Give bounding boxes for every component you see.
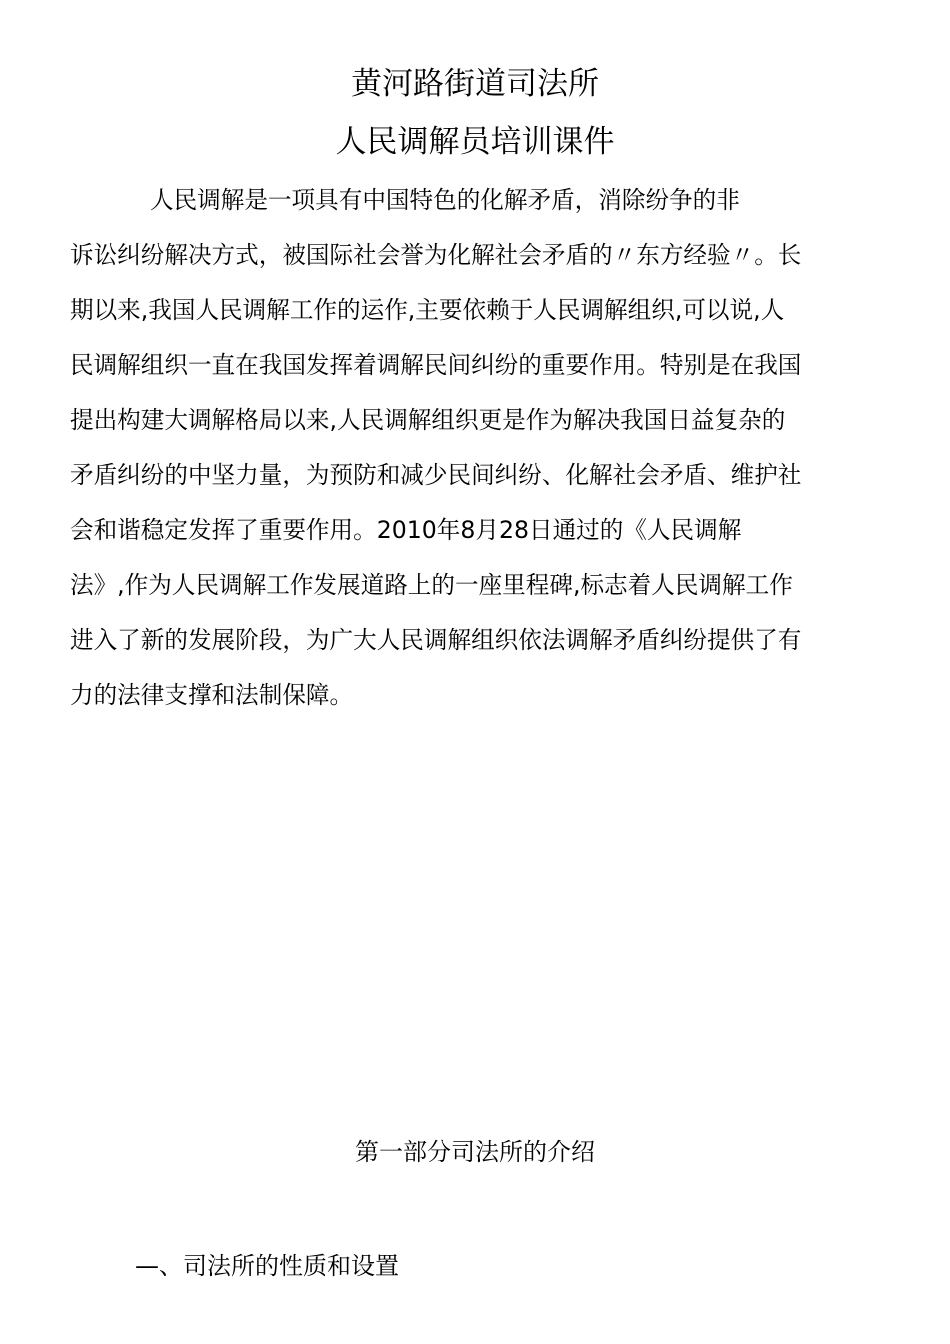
paragraph-line: 人民调解是一项具有中国特色的化解矛盾，消除纷争的非	[150, 186, 740, 214]
paragraph-line: 期以来,我国人民调解工作的运作,主要依赖于人民调解组织,可以说,人	[70, 296, 785, 324]
paragraph-line: 会和谐稳定发挥了重要作用。2010年8月28日通过的《人民调解	[70, 516, 742, 544]
intro-paragraph	[70, 180, 880, 730]
document-title: 黄河路街道司法所	[351, 66, 599, 102]
paragraph-line: 力的法律支撑和法制保障。	[70, 681, 354, 709]
paragraph-line: 民调解组织一直在我国发挥着调解民间纠纷的重要作用。特别是在我国	[70, 351, 802, 379]
subsection-heading: —、司法所的性质和设置	[135, 1252, 399, 1280]
paragraph-line: 法》,作为人民调解工作发展道路上的一座里程碑,标志着人民调解工作	[70, 571, 793, 599]
paragraph-line: 诉讼纠纷解决方式，被国际社会誉为化解社会矛盾的〃东方经验〃。长	[70, 241, 802, 269]
section-heading: 第一部分司法所的介绍	[355, 1138, 595, 1166]
paragraph-line: 提出构建大调解格局以来,人民调解组织更是作为解决我国日益复杂的	[70, 406, 786, 434]
paragraph-line: 矛盾纠纷的中坚力量，为预防和减少民间纠纷、化解社会矛盾、维护社	[70, 461, 802, 489]
paragraph-line: 进入了新的发展阶段，为广大人民调解组织依法调解矛盾纠纷提供了有	[70, 626, 802, 654]
document-subtitle: 人民调解员培训课件	[335, 124, 615, 160]
